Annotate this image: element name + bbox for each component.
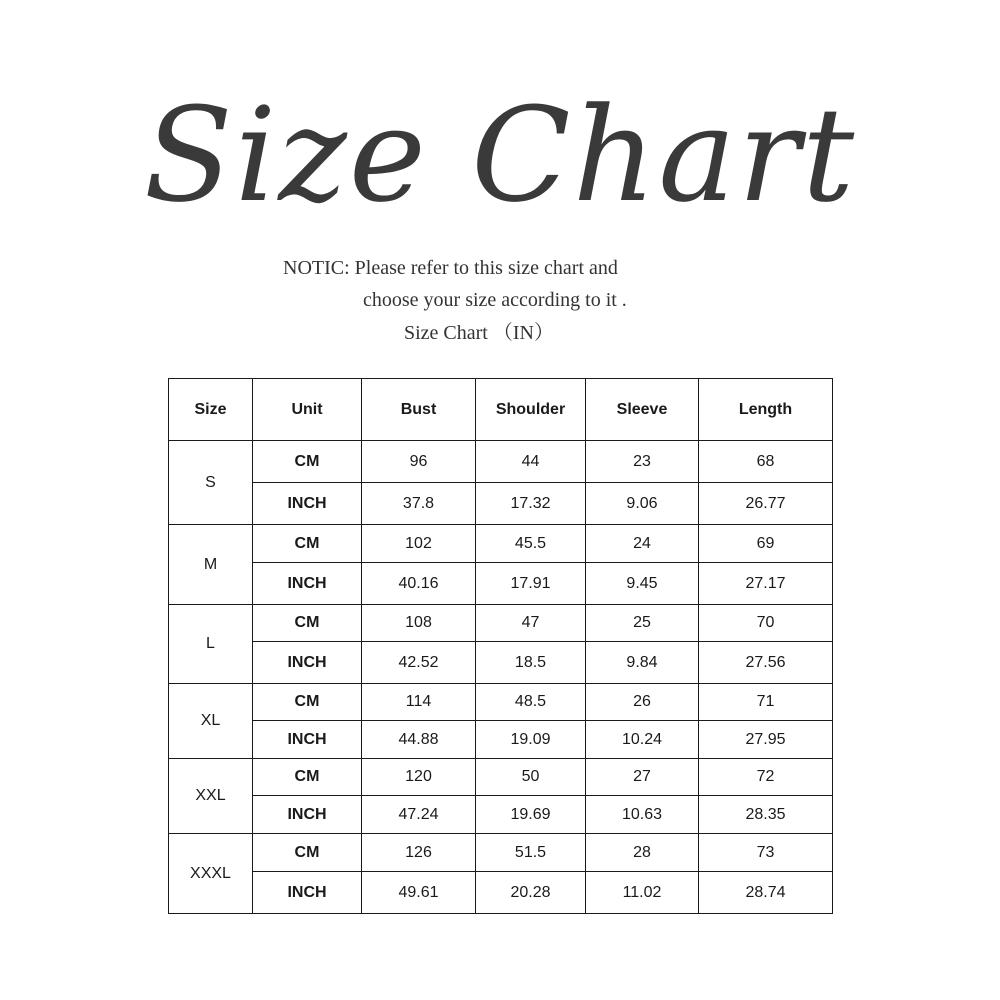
page-title: Size Chart xyxy=(143,79,857,231)
table-row xyxy=(169,759,833,796)
bust-cell: 108 xyxy=(362,605,476,642)
size-label: M xyxy=(169,525,253,605)
size-label: XXL xyxy=(169,759,253,834)
size-label: XL xyxy=(169,684,253,759)
shoulder-cell: 50 xyxy=(476,759,586,796)
shoulder-cell: 44 xyxy=(476,441,586,483)
table-row xyxy=(169,441,833,483)
bust-cell: 37.8 xyxy=(362,483,476,525)
shoulder-cell: 19.09 xyxy=(476,721,586,759)
length-cell: 69 xyxy=(699,525,833,563)
header-sleeve: Sleeve xyxy=(586,379,699,441)
shoulder-cell: 19.69 xyxy=(476,796,586,834)
size-table xyxy=(168,378,833,914)
bust-cell: 120 xyxy=(362,759,476,796)
length-cell: 70 xyxy=(699,605,833,642)
sleeve-cell: 9.06 xyxy=(586,483,699,525)
table-header-row xyxy=(169,379,833,441)
shoulder-cell: 17.32 xyxy=(476,483,586,525)
sleeve-cell: 25 xyxy=(586,605,699,642)
header-shoulder: Shoulder xyxy=(476,379,586,441)
shoulder-cell: 51.5 xyxy=(476,834,586,872)
header-unit: Unit xyxy=(253,379,362,441)
table-row xyxy=(169,684,833,721)
length-cell: 73 xyxy=(699,834,833,872)
sleeve-cell: 26 xyxy=(586,684,699,721)
shoulder-cell: 47 xyxy=(476,605,586,642)
length-cell: 28.74 xyxy=(699,872,833,914)
size-label: L xyxy=(169,605,253,684)
shoulder-cell: 17.91 xyxy=(476,563,586,605)
unit-cell: CM xyxy=(253,684,362,721)
sleeve-cell: 28 xyxy=(586,834,699,872)
unit-cell: CM xyxy=(253,441,362,483)
bust-cell: 40.16 xyxy=(362,563,476,605)
unit-cell: INCH xyxy=(253,563,362,605)
table-row xyxy=(169,525,833,563)
length-cell: 28.35 xyxy=(699,796,833,834)
sleeve-cell: 10.24 xyxy=(586,721,699,759)
table-row xyxy=(169,642,833,684)
bust-cell: 114 xyxy=(362,684,476,721)
bust-cell: 126 xyxy=(362,834,476,872)
table-row xyxy=(169,834,833,872)
length-cell: 27.95 xyxy=(699,721,833,759)
unit-cell: CM xyxy=(253,605,362,642)
shoulder-cell: 48.5 xyxy=(476,684,586,721)
size-label: XXXL xyxy=(169,834,253,914)
length-cell: 72 xyxy=(699,759,833,796)
bust-cell: 49.61 xyxy=(362,872,476,914)
notice-line-1: NOTIC: Please refer to this size chart and xyxy=(283,257,618,279)
unit-cell: INCH xyxy=(253,642,362,684)
unit-cell: CM xyxy=(253,525,362,563)
header-bust: Bust xyxy=(362,379,476,441)
table-row xyxy=(169,563,833,605)
notice-line-3: Size Chart （IN） xyxy=(404,322,554,344)
sleeve-cell: 10.63 xyxy=(586,796,699,834)
sleeve-cell: 11.02 xyxy=(586,872,699,914)
length-cell: 27.17 xyxy=(699,563,833,605)
shoulder-cell: 18.5 xyxy=(476,642,586,684)
table-row xyxy=(169,483,833,525)
sleeve-cell: 23 xyxy=(586,441,699,483)
sleeve-cell: 9.84 xyxy=(586,642,699,684)
length-cell: 71 xyxy=(699,684,833,721)
shoulder-cell: 45.5 xyxy=(476,525,586,563)
table-row xyxy=(169,872,833,914)
notice-line-2: choose your size according to it . xyxy=(363,289,627,311)
header-length: Length xyxy=(699,379,833,441)
header-size: Size xyxy=(169,379,253,441)
length-cell: 27.56 xyxy=(699,642,833,684)
bust-cell: 47.24 xyxy=(362,796,476,834)
unit-cell: INCH xyxy=(253,872,362,914)
unit-cell: INCH xyxy=(253,483,362,525)
length-cell: 26.77 xyxy=(699,483,833,525)
unit-cell: CM xyxy=(253,759,362,796)
bust-cell: 96 xyxy=(362,441,476,483)
bust-cell: 42.52 xyxy=(362,642,476,684)
sleeve-cell: 9.45 xyxy=(586,563,699,605)
size-label: S xyxy=(169,441,253,525)
shoulder-cell: 20.28 xyxy=(476,872,586,914)
table-row xyxy=(169,605,833,642)
bust-cell: 102 xyxy=(362,525,476,563)
table-row xyxy=(169,721,833,759)
unit-cell: INCH xyxy=(253,796,362,834)
unit-cell: INCH xyxy=(253,721,362,759)
bust-cell: 44.88 xyxy=(362,721,476,759)
length-cell: 68 xyxy=(699,441,833,483)
sleeve-cell: 24 xyxy=(586,525,699,563)
table-row xyxy=(169,796,833,834)
unit-cell: CM xyxy=(253,834,362,872)
sleeve-cell: 27 xyxy=(586,759,699,796)
